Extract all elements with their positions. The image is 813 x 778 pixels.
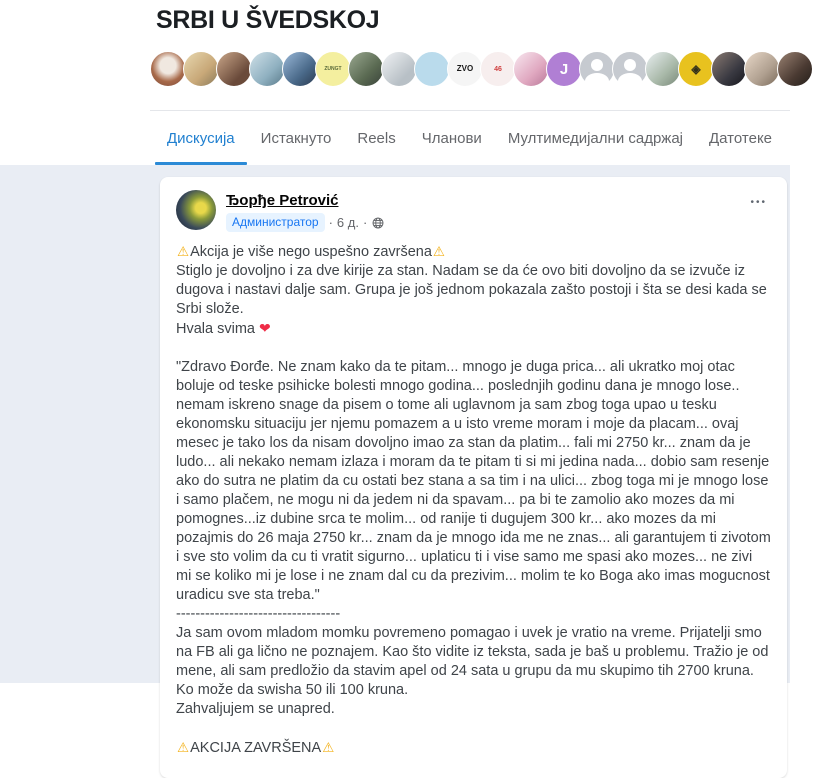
warning-icon: ⚠ (322, 740, 335, 755)
feed-background (0, 165, 790, 756)
member-avatar[interactable] (150, 51, 186, 87)
post-card (160, 177, 787, 778)
member-avatar[interactable]: ZUNGT (315, 51, 351, 87)
member-avatar[interactable] (282, 51, 318, 87)
post-line-action-done: ⚠Akcija je više nego uspešno završena⚠ (177, 244, 446, 260)
post-meta-row (226, 213, 384, 232)
member-avatar[interactable] (216, 51, 252, 87)
author-avatar[interactable] (176, 190, 216, 230)
member-avatar[interactable]: J (546, 51, 582, 87)
post-quote: "Zdravo Đorđe. Ne znam kako da te pitam... mnogo je duga prica... ali ukratko moj otac boluje od teske psihicke bolesti mnogo godina... poslednjih godinu dana je mnogo lose.. nemam iskreno snage da pisem o tome ali uglavnom ja sam zbog toga upao u tesku ekonomsku situaciju jer njemu pomazem a u isto vreme moram i moje da placam... ovaj mesec je tako los da nisam dovoljno imao za stan da platim... fali mi 2750 kr... znam da je ludo... ali nekako nemam izlaza i moram da te pitam ti si mi jedina nada... dobio sam resenje ako do sutra ne platim da cu ostati bez stana a sa tim i na ulici... zbog toga mi je mnogo lose i samo plačem, ne mogu ni da jedem ni da spavam... pa bi te zamolio ako mozes da mi pomognes...iz dubine srca te molim... od ranije ti dugujem 300 kr... ako mozes da mi pozajmis do 26 maja 2750 kr... znam da je mnogo ida me ne znas... ali garantujem ti zivotom i sve sto volim da cu ti vratit sigurno... uplaticu ti i vise samo me spasi ako mozes... ne zivi mi se koliko mi je lose i ne znam dal cu da prezivim... molim te ko Boga ako imas mogucnost uradicu sve sta treba." (176, 359, 771, 603)
member-avatar[interactable] (348, 51, 384, 87)
member-avatar[interactable]: ZVO (447, 51, 483, 87)
member-avatar[interactable] (612, 51, 648, 87)
post-timestamp[interactable]: 6 д. (336, 215, 359, 230)
member-avatar[interactable] (744, 51, 780, 87)
post-meta (226, 190, 384, 232)
tab-media[interactable]: Мултимедијални садржај (507, 129, 684, 147)
post-line-thanks: Hvala svima ❤ (176, 320, 271, 337)
member-avatar[interactable] (513, 51, 549, 87)
post-header (160, 177, 787, 236)
post-paragraph: Zahvaljujem se unapred. (176, 701, 335, 717)
post-paragraph: Ja sam ovom mladom momku povremeno pomagao i uvek je vratio na vreme. Prijatelji smo na FB ali ga lično ne poznajem. Kao što vidite iz teksta, sada je baš u problemu. Tražio je od mene, ali sam predložio da stavim apel od 24 sata u grupu da mu skupimo tih 2700 kruna. (176, 625, 769, 679)
post-paragraph: Ko može da swisha 50 ili 100 kruna. (176, 682, 409, 698)
member-avatar[interactable] (777, 51, 813, 87)
tab-discussion[interactable]: Дискусија (154, 111, 248, 165)
member-avatar[interactable]: 46 (480, 51, 516, 87)
warning-icon: ⚠ (177, 740, 190, 755)
post-options-icon[interactable]: ••• (750, 197, 767, 208)
globe-icon (372, 217, 384, 229)
member-avatar[interactable] (183, 51, 219, 87)
author-name[interactable]: Ђорђе Petrović (226, 192, 339, 209)
tab-reels[interactable]: Reels (357, 129, 396, 147)
post-text (160, 236, 787, 758)
members-avatar-row (150, 51, 786, 85)
member-avatar[interactable] (381, 51, 417, 87)
tab-featured[interactable]: Истакнуто (260, 129, 332, 147)
tab-files[interactable]: Датотеке (709, 129, 773, 147)
post-line-action-closed: ⚠AKCIJA ZAVRŠENA⚠ (177, 740, 335, 756)
tab-members[interactable]: Чланови (421, 129, 482, 147)
warning-icon: ⚠ (432, 244, 446, 259)
heart-icon: ❤ (259, 320, 271, 336)
group-title: SRBI U ŠVEDSKOJ (156, 6, 380, 34)
member-avatar[interactable] (249, 51, 285, 87)
group-tabs (150, 110, 790, 165)
member-avatar[interactable] (579, 51, 615, 87)
admin-badge: Администратор (226, 213, 325, 232)
member-avatar[interactable] (414, 51, 450, 87)
warning-icon: ⚠ (177, 244, 190, 259)
meta-separator: · (328, 215, 333, 230)
group-header (0, 0, 790, 165)
post-divider-dashes: ---------------------------------- (176, 606, 341, 622)
member-avatar[interactable]: ◈ (678, 51, 714, 87)
meta-separator: · (362, 215, 368, 230)
post-paragraph: Stiglo je dovoljno i za dve kirije za stan. Nadam se da će ovo biti dovoljno da se izvuče iz dugova i nastavi dalje sam. Grupa je još jednom pokazala zašto postoji i šta se desi kada se Srbi slože. (176, 263, 767, 317)
member-avatar[interactable] (645, 51, 681, 87)
member-avatar[interactable] (711, 51, 747, 87)
